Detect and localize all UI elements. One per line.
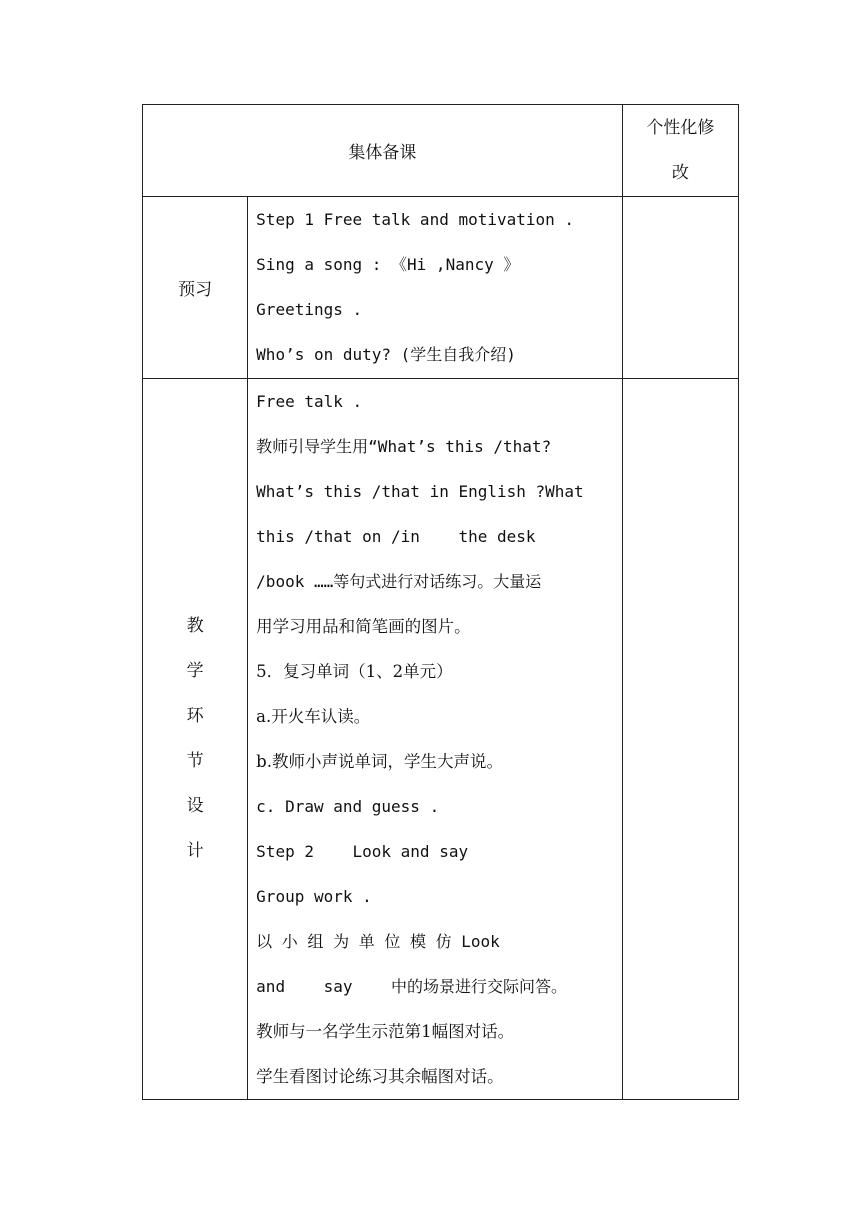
preview-line: Sing a song : 《Hi ,Nancy 》 [256, 255, 520, 274]
design-content-cell [248, 379, 623, 1100]
design-line: 教师与一名学生示范第1幅图对话。 [256, 1022, 515, 1041]
personal-modify-header-line2: 改 [671, 163, 689, 183]
preview-content-cell [248, 197, 623, 379]
design-line: 教师引导学生用“What’s this /that? [256, 437, 552, 456]
preview-label-cell [143, 197, 248, 379]
preview-line: Greetings . [256, 300, 363, 319]
preview-modify-cell [622, 197, 738, 379]
design-line: What’s this /that in English ?What [256, 482, 584, 501]
design-line: 以 小 组 为 单 位 模 仿 Look [256, 932, 500, 951]
design-modify-cell [622, 379, 738, 1100]
design-line: 用学习用品和简笔画的图片。 [256, 617, 471, 636]
design-line: Group work . [256, 887, 372, 906]
personal-modify-header-line1: 个性化修 [646, 118, 715, 138]
design-line: /book ……等句式进行对话练习。大量运 [256, 572, 542, 591]
preview-line: Step 1 Free talk and motivation . [256, 210, 575, 229]
personal-modify-header [622, 105, 738, 197]
collective-prep-header [143, 105, 623, 197]
design-line: a.开火车认读。 [256, 707, 371, 726]
design-line: c. Draw and guess . [256, 797, 440, 816]
design-label-char: 节 [186, 751, 204, 771]
design-label-char: 教 [186, 616, 204, 636]
design-line: 5．复习单词（1、2单元） [256, 662, 453, 681]
design-label-char: 学 [186, 661, 204, 681]
design-line: this /that on /in the desk [256, 527, 536, 546]
header-row [143, 105, 739, 197]
design-row [143, 379, 739, 1100]
design-line: b.教师小声说单词，学生大声说。 [256, 752, 503, 771]
preview-label: 预习 [178, 280, 213, 300]
design-line: Free talk . [256, 392, 363, 411]
preview-row [143, 197, 739, 379]
collective-prep-header-text: 集体备课 [348, 143, 417, 163]
design-label-cell [143, 379, 248, 1100]
design-label-char: 环 [186, 706, 204, 726]
design-label-char: 计 [186, 841, 204, 861]
design-label-char: 设 [186, 796, 204, 816]
design-line: and say 中的场景进行交际问答。 [256, 977, 568, 996]
design-line: Step 2 Look and say [256, 842, 469, 861]
preview-line: Who’s on duty? (学生自我介绍) [256, 345, 516, 364]
design-line: 学生看图讨论练习其余幅图对话。 [256, 1067, 504, 1086]
lesson-plan-table [142, 104, 739, 1100]
